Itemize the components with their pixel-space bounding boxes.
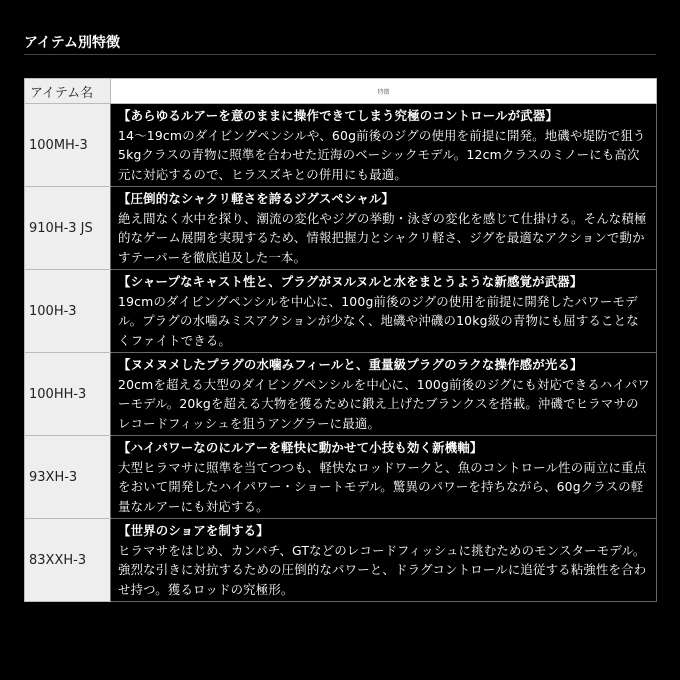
feature-body: ヒラマサをはじめ、カンパチ、GTなどのレコードフィッシュに挑むためのモンスターモデル。強烈な引きに対抗するための圧倒的なパワーと、ドラグコントロールに追従する粘強性を合わせ持つ。獲るロッドの究極形。 xyxy=(118,542,647,597)
table-header-row xyxy=(25,79,657,104)
feature-body: 14～19cmのダイビングペンシルや、60g前後のジグの使用を前提に開発。地磯や堤防で狙う5kgクラスの青物に照準を合わせた近海のベーシックモデル。12cmクラスのミノーにも高次元に対応するので、ヒラスズキとの併用にも最適。 xyxy=(118,127,646,182)
feature-heading: 【圧倒的なシャクリ軽さを誇るジグスペシャル】 xyxy=(118,191,395,206)
item-feature xyxy=(111,519,657,602)
item-feature xyxy=(111,270,657,353)
feature-body: 大型ヒラマサに照準を当てつつも、軽快なロッドワークと、魚のコントロール性の両立に重点をおいて開発したハイパワー・ショートモデル。驚異のパワーを持ちながら、60gクラスの軽量なルアーにも対応する。 xyxy=(118,459,647,514)
item-name: 93XH-3 xyxy=(25,436,111,519)
item-feature xyxy=(111,436,657,519)
feature-body: 絶え間なく水中を探り、潮流の変化やジグの挙動・泳ぎの変化を感じて仕掛ける。そんな積極的なゲーム展開を実現するため、情報把握力とシャクリ軽さ、ジグを最適なアクションで動かすテーパーを徹底追及した一本。 xyxy=(118,210,647,265)
feature-heading: 【ヌメヌメしたプラグの水噛みフィールと、重量級プラグのラクな操作感が光る】 xyxy=(118,357,583,372)
table-row xyxy=(25,187,657,270)
section-title: アイテム別特徴 xyxy=(24,35,121,51)
title-divider xyxy=(24,54,656,55)
feature-heading: 【世界のショアを制する】 xyxy=(118,523,269,538)
table-row xyxy=(25,104,657,187)
table-row xyxy=(25,353,657,436)
item-feature-table xyxy=(24,78,657,602)
item-feature xyxy=(111,187,657,270)
item-name: 83XXH-3 xyxy=(25,519,111,602)
table-row xyxy=(25,436,657,519)
feature-heading: 【シャープなキャスト性と、プラグがヌルヌルと水をまとうような新感覚が武器】 xyxy=(118,274,583,289)
feature-heading: 【ハイパワーなのにルアーを軽快に動かせて小技も効く新機軸】 xyxy=(118,440,483,455)
item-name: 100HH-3 xyxy=(25,353,111,436)
item-name: 100H-3 xyxy=(25,270,111,353)
item-feature xyxy=(111,353,657,436)
table-row xyxy=(25,270,657,353)
header-item-name: アイテム名 xyxy=(25,79,111,104)
feature-body: 19cmのダイビングペンシルを中心に、100g前後のジグの使用を前提に開発したパワーモデル。プラグの水噛みミスアクションが少なく、地磯や沖磯の10kg級の青物にも屈することなくファイトできる。 xyxy=(118,293,639,348)
feature-body: 20cmを超える大型のダイビングペンシルを中心に、100g前後のジグにも対応できるハイパワーモデル。20kgを超える大物を獲るために鍛え上げたブランクスを搭載。沖磯でヒラマサのレコードフィッシュを狙うアングラーに最適。 xyxy=(118,376,651,431)
item-name: 100MH-3 xyxy=(25,104,111,187)
table-row xyxy=(25,519,657,602)
item-feature xyxy=(111,104,657,187)
header-feature: 特徴 xyxy=(111,79,657,104)
item-name: 910H-3 JS xyxy=(25,187,111,270)
feature-heading: 【あらゆるルアーを意のままに操作できてしまう究極のコントロールが武器】 xyxy=(118,108,559,123)
